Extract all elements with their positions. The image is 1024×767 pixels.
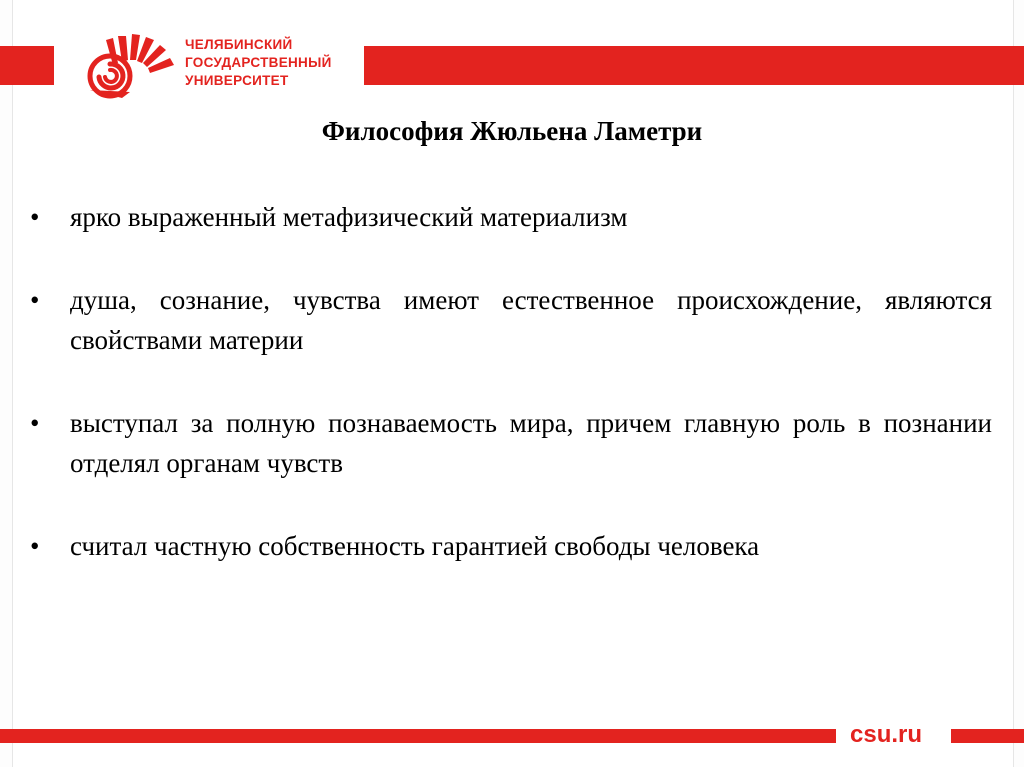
bullet-text: считал частную собственность гарантией свободы человека [70,531,760,561]
bullet-item [30,526,992,566]
bullet-icon: • [30,408,40,438]
bullet-text: ярко выраженный метафизический материализм [70,202,628,232]
site-url-link[interactable]: csu.ru [850,721,923,748]
university-name [185,36,332,90]
bullet-text: выступал за полную познаваемость мира, причем главную роль в познании отделял органам чувств [70,408,992,478]
university-name-line-2: ГОСУДАРСТВЕННЫЙ [185,55,332,70]
bullet-icon: • [30,285,40,315]
bullet-list [30,197,992,609]
bullet-text: душа, сознание, чувства имеют естественное происхождение, являются свойствами материи [70,285,992,355]
bullet-item [30,403,992,483]
bullet-icon: • [30,531,40,561]
header-bar-right [364,46,1024,85]
bullet-item [30,197,992,237]
university-logo-icon [80,30,176,100]
bullet-item [30,280,992,360]
university-name-line-3: УНИВЕРСИТЕТ [185,73,289,88]
university-name-line-1: ЧЕЛЯБИНСКИЙ [185,37,293,52]
slide-title: Философия Жюльена Ламетри [321,116,703,146]
footer-bar-right [951,729,1024,743]
bullet-icon: • [30,202,40,232]
footer-bar-left [0,729,836,743]
header-bar-left [0,46,54,85]
